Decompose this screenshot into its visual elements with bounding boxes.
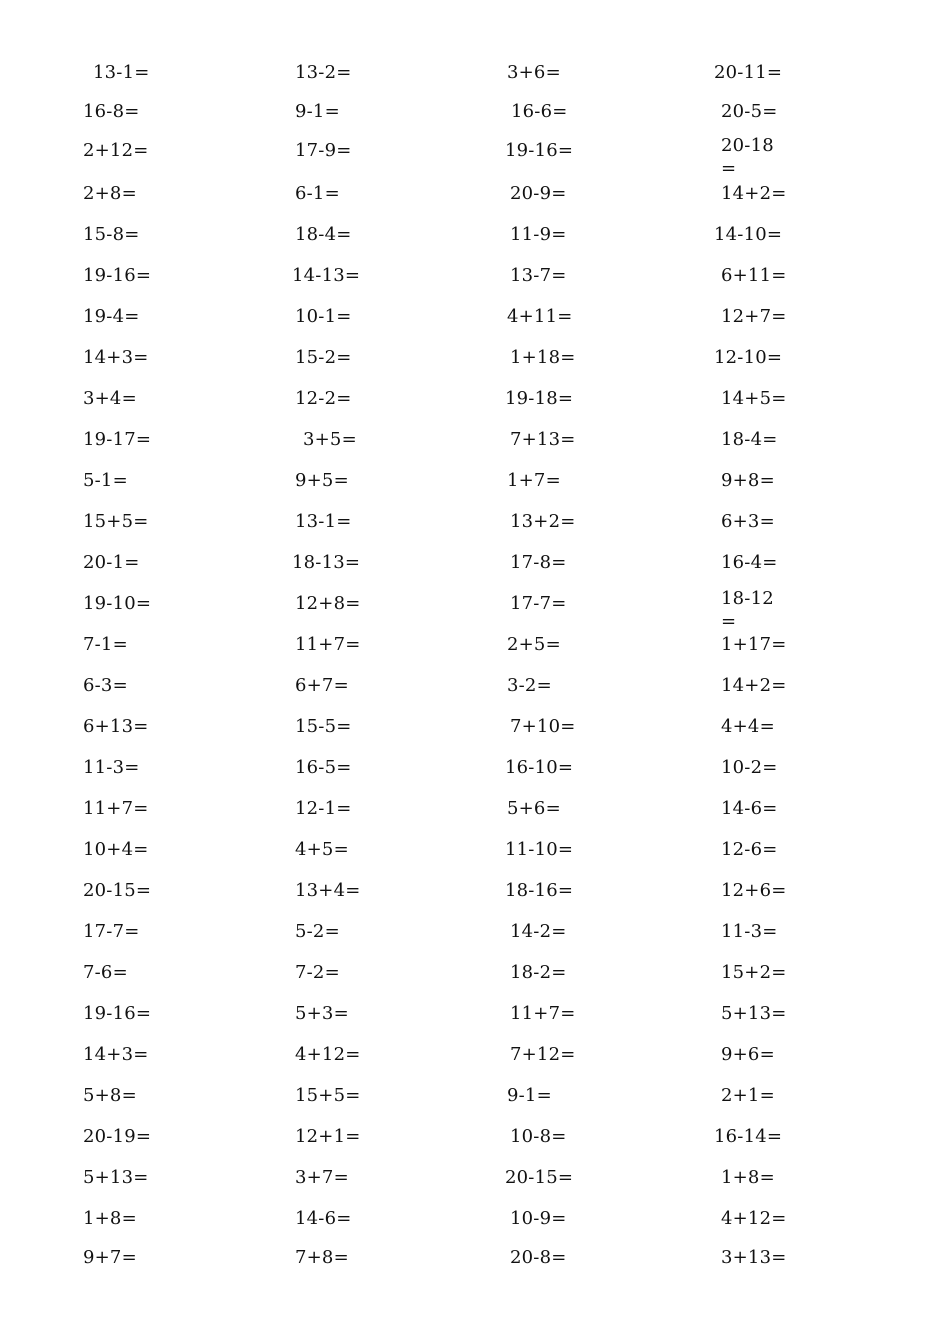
math-problem: 13+2= bbox=[510, 511, 576, 532]
math-problem: 14+3= bbox=[83, 1044, 149, 1065]
math-problem: 13-1= bbox=[93, 62, 150, 83]
math-problem: 17-9= bbox=[295, 140, 352, 161]
math-problem: 2+5= bbox=[507, 634, 561, 655]
math-problem: 12-2= bbox=[295, 388, 352, 409]
math-problem: 20-9= bbox=[510, 183, 567, 204]
math-problem: 16-6= bbox=[511, 101, 568, 122]
math-problem: 14+2= bbox=[721, 675, 787, 696]
math-problem: 19-16= bbox=[83, 1003, 152, 1024]
math-problem: 7+12= bbox=[510, 1044, 576, 1065]
math-problem: 12-10= bbox=[714, 347, 783, 368]
math-problem: 14+2= bbox=[721, 183, 787, 204]
math-problem: 9-1= bbox=[295, 101, 340, 122]
math-problem: 1+18= bbox=[510, 347, 576, 368]
math-problem: 1+8= bbox=[83, 1208, 137, 1229]
math-problem: 14+5= bbox=[721, 388, 787, 409]
math-problem: 6+3= bbox=[721, 511, 775, 532]
math-problem: 14-6= bbox=[295, 1208, 352, 1229]
math-problem: 4+11= bbox=[507, 306, 573, 327]
math-problem: 10-8= bbox=[510, 1126, 567, 1147]
math-problem: 19-17= bbox=[83, 429, 152, 450]
math-problem: 7-6= bbox=[83, 962, 128, 983]
math-problem: 1+7= bbox=[507, 470, 561, 491]
math-problem: 2+8= bbox=[83, 183, 137, 204]
math-problem: 12-1= bbox=[295, 798, 352, 819]
math-problem: 10-2= bbox=[721, 757, 778, 778]
math-problem: 3+5= bbox=[303, 429, 357, 450]
math-problem: 18-2= bbox=[510, 962, 567, 983]
math-problem: 17-8= bbox=[510, 552, 567, 573]
math-problem: 7-1= bbox=[83, 634, 128, 655]
math-problem: 12+1= bbox=[295, 1126, 361, 1147]
math-problem: 11-10= bbox=[505, 839, 574, 860]
math-problem: 6-3= bbox=[83, 675, 128, 696]
math-problem: 14-10= bbox=[714, 224, 783, 245]
math-problem: 19-16= bbox=[505, 140, 574, 161]
math-problem: 10-9= bbox=[510, 1208, 567, 1229]
math-problem: 4+4= bbox=[721, 716, 775, 737]
math-problem: 3+4= bbox=[83, 388, 137, 409]
math-problem: 14-2= bbox=[510, 921, 567, 942]
math-problem: 15-2= bbox=[295, 347, 352, 368]
math-problem: 13+4= bbox=[295, 880, 361, 901]
math-problem: 20-19= bbox=[83, 1126, 152, 1147]
math-problem: 16-8= bbox=[83, 101, 140, 122]
math-problem: 15+5= bbox=[83, 511, 149, 532]
math-problem: 9+7= bbox=[83, 1247, 137, 1268]
math-problem: 9-1= bbox=[507, 1085, 552, 1106]
math-problem: 15+2= bbox=[721, 962, 787, 983]
math-problem: 16-5= bbox=[295, 757, 352, 778]
math-problem: 4+12= bbox=[721, 1208, 787, 1229]
math-problem: 20-5= bbox=[721, 101, 778, 122]
math-problem: 7-2= bbox=[295, 962, 340, 983]
math-problem: 15-5= bbox=[295, 716, 352, 737]
math-problem: 12+6= bbox=[721, 880, 787, 901]
math-problem: 6+7= bbox=[295, 675, 349, 696]
math-problem: 3+6= bbox=[507, 62, 561, 83]
math-problem: 7+10= bbox=[510, 716, 576, 737]
math-problem: 6+11= bbox=[721, 265, 787, 286]
math-problem: 19-10= bbox=[83, 593, 152, 614]
math-problem: 9+5= bbox=[295, 470, 349, 491]
math-problem: 20-11= bbox=[714, 62, 783, 83]
math-problem: 5-2= bbox=[295, 921, 340, 942]
math-problem: 15-8= bbox=[83, 224, 140, 245]
math-problem: 20-15= bbox=[83, 880, 152, 901]
math-problem: 16-4= bbox=[721, 552, 778, 573]
math-problem: 2+12= bbox=[83, 140, 149, 161]
math-problem: 4+5= bbox=[295, 839, 349, 860]
math-problem: 19-16= bbox=[83, 265, 152, 286]
math-problem: 11-3= bbox=[83, 757, 140, 778]
math-problem: 19-4= bbox=[83, 306, 140, 327]
math-problem: 9+6= bbox=[721, 1044, 775, 1065]
math-problem: 18-16= bbox=[505, 880, 574, 901]
math-problem: 9+8= bbox=[721, 470, 775, 491]
math-problem: 5+13= bbox=[721, 1003, 787, 1024]
math-problem: 11-3= bbox=[721, 921, 778, 942]
math-problem: 19-18= bbox=[505, 388, 574, 409]
math-problem: 17-7= bbox=[83, 921, 140, 942]
math-problem: 7+13= bbox=[510, 429, 576, 450]
math-problem: 7+8= bbox=[295, 1247, 349, 1268]
math-problem: 14-13= bbox=[292, 265, 361, 286]
math-problem: 11+7= bbox=[83, 798, 149, 819]
math-problem: 5+8= bbox=[83, 1085, 137, 1106]
math-problem: 12+7= bbox=[721, 306, 787, 327]
math-problem: 12-6= bbox=[721, 839, 778, 860]
math-problem: 13-7= bbox=[510, 265, 567, 286]
math-problem: 13-1= bbox=[295, 511, 352, 532]
math-problem: 3+13= bbox=[721, 1247, 787, 1268]
math-problem: 20-1= bbox=[83, 552, 140, 573]
math-problem: 15+5= bbox=[295, 1085, 361, 1106]
math-problem: 20-18= bbox=[721, 135, 774, 179]
math-problem: 20-15= bbox=[505, 1167, 574, 1188]
math-problem: 13-2= bbox=[295, 62, 352, 83]
math-problem: 1+8= bbox=[721, 1167, 775, 1188]
math-problem: 2+1= bbox=[721, 1085, 775, 1106]
math-problem: 16-14= bbox=[714, 1126, 783, 1147]
math-problem: 6+13= bbox=[83, 716, 149, 737]
math-problem: 5+3= bbox=[295, 1003, 349, 1024]
math-problem: 18-12= bbox=[721, 588, 774, 632]
math-problem: 14+3= bbox=[83, 347, 149, 368]
math-problem: 11+7= bbox=[295, 634, 361, 655]
math-problem: 12+8= bbox=[295, 593, 361, 614]
math-problem: 6-1= bbox=[295, 183, 340, 204]
math-problem: 5+6= bbox=[507, 798, 561, 819]
math-problem: 16-10= bbox=[505, 757, 574, 778]
math-problem: 11-9= bbox=[510, 224, 567, 245]
math-problem: 5+13= bbox=[83, 1167, 149, 1188]
math-problem: 11+7= bbox=[510, 1003, 576, 1024]
math-problem: 18-13= bbox=[292, 552, 361, 573]
math-problem: 17-7= bbox=[510, 593, 567, 614]
math-problem: 18-4= bbox=[295, 224, 352, 245]
math-problem: 14-6= bbox=[721, 798, 778, 819]
math-problem: 18-4= bbox=[721, 429, 778, 450]
math-problem: 5-1= bbox=[83, 470, 128, 491]
math-problem: 10+4= bbox=[83, 839, 149, 860]
math-problem: 20-8= bbox=[510, 1247, 567, 1268]
math-problem: 1+17= bbox=[721, 634, 787, 655]
math-problem: 10-1= bbox=[295, 306, 352, 327]
math-problem: 3-2= bbox=[507, 675, 552, 696]
math-problem: 3+7= bbox=[295, 1167, 349, 1188]
math-problem: 4+12= bbox=[295, 1044, 361, 1065]
